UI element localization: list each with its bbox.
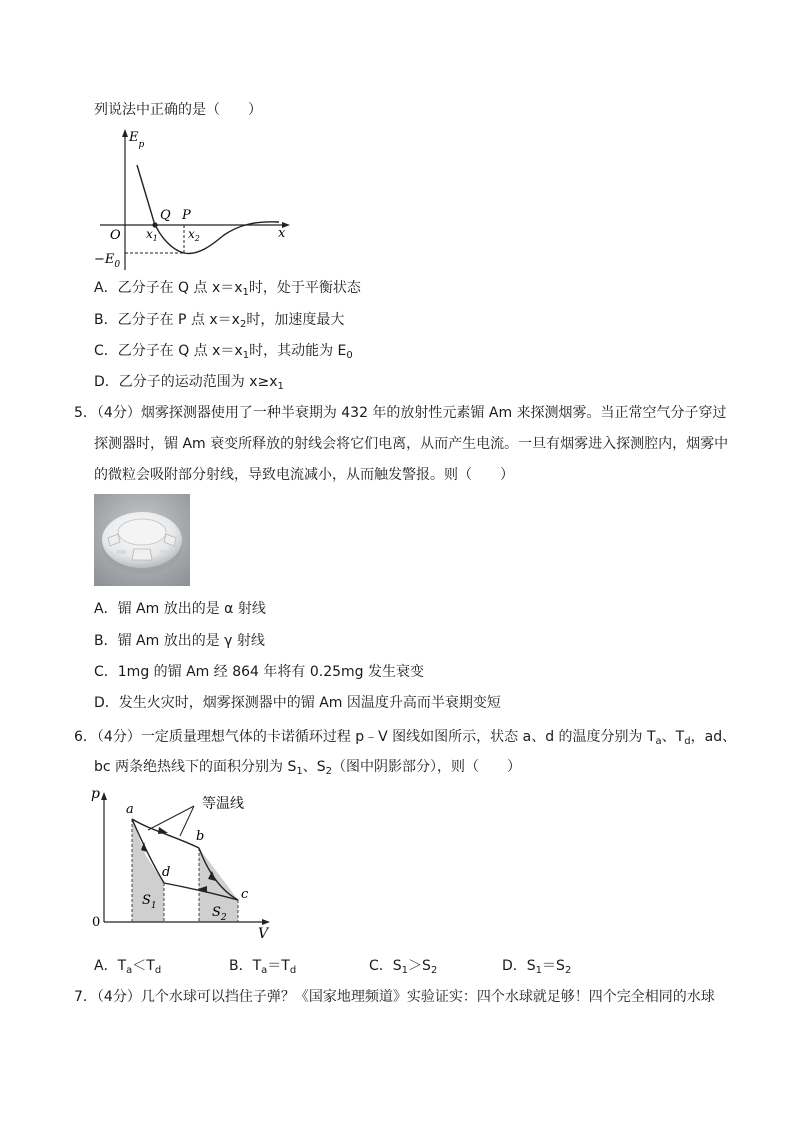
q6-option-b: B．$T_a=T_d$: [229, 958, 297, 976]
q4-option-a: A．乙分子在 Q 点 $x=x_1$时，处于平衡状态: [94, 280, 361, 298]
potential-curve: [137, 165, 279, 254]
isotherm-pointer-2: [180, 806, 194, 836]
q5-option-a: A．镅 Am 放出的是 α 射线: [94, 601, 266, 617]
v-axis-arrow: [262, 919, 270, 925]
point-b-label: b: [196, 829, 205, 844]
s2-label: $S_2$: [212, 905, 227, 923]
q6-pv-diagram: [88, 786, 278, 942]
p-axis-arrow: [101, 792, 107, 800]
smoke-detector-photo: [94, 494, 190, 586]
p-axis-label: p: [91, 786, 100, 802]
point-c-label: c: [241, 887, 249, 902]
e0-label: $-E_0$: [94, 252, 121, 270]
q6-option-a: A．$T_a<T_d$: [94, 958, 162, 976]
xlabel: x: [278, 226, 286, 241]
q5-stem-line3: 的微粒会吸附部分射线，导致电流减小，从而触发警报。则（ ）: [94, 467, 514, 483]
q4-option-d: D．乙分子的运动范围为 $x\ge x_1$: [94, 374, 284, 392]
ylabel-ep: $E_p$: [129, 130, 145, 150]
q6-stem-line1: 6．（4分）一定质量理想气体的卡诺循环过程 p﹣V 图线如图所示，状态 a、d 的温度分别为 $T_a$、$T_d$，ad、: [74, 729, 737, 747]
v-axis-label: V: [258, 926, 269, 942]
q7-stem-line1: 7．（4分）几个水球可以挡住子弹？《国家地理频道》实验证实：四个水球就足够！四个完全相同的水球: [74, 989, 715, 1005]
origin-label: O: [110, 228, 121, 243]
y-axis-arrow: [122, 129, 128, 137]
q5-option-c: C．1mg 的镅 Am 经 864 年将有 0.25mg 发生衰变: [94, 664, 424, 680]
x1-label: $x_1$: [146, 227, 158, 243]
point-q-label: Q: [160, 208, 171, 223]
s1-label: $S_1$: [142, 893, 157, 911]
isotherm-label: 等温线: [202, 796, 244, 812]
q4-potential-energy-graph: [94, 125, 294, 275]
q4-stem-tail: 列说法中正确的是（ ）: [94, 102, 262, 118]
q6-option-d: D．$S_1=S_2$: [502, 958, 572, 976]
q4-option-c: C．乙分子在 Q 点 $x=x_1$时，其动能为 $E_0$: [94, 343, 353, 361]
q5-option-d: D．发生火灾时，烟雾探测器中的镅 Am 因温度升高而半衰期变短: [94, 695, 501, 711]
q4-option-b: B．乙分子在 P 点 $x=x_2$时，加速度最大: [94, 312, 345, 330]
q5-option-b: B．镅 Am 放出的是 γ 射线: [94, 633, 265, 649]
q6-stem-line2: bc 两条绝热线下的面积分别为 $S_1$、$S_2$（图中阴影部分），则（ ）: [94, 759, 522, 777]
isotherm-pointer-1: [148, 806, 194, 830]
q5-stem-line2: 探测器时，镅 Am 衰变所释放的射线会将它们电离，从而产生电流。一旦有烟雾进入探测腔内，烟雾中: [94, 436, 729, 452]
isotherm-ab: [132, 819, 199, 848]
origin-zero: 0: [92, 915, 101, 930]
point-d-label: d: [162, 865, 171, 880]
q6-option-c: C．$S_1>S_2$: [369, 958, 438, 976]
arrow-ab: [158, 827, 168, 834]
q5-stem-line1: 5．（4分）烟雾探测器使用了一种半衰期为 432 年的放射性元素镅 Am 来探测烟雾。当正常空气分子穿过: [74, 405, 727, 421]
point-p-label: P: [182, 208, 191, 223]
point-q-dot: [152, 222, 157, 227]
x2-label: $x_2$: [188, 227, 200, 243]
point-a-label: a: [126, 802, 134, 817]
